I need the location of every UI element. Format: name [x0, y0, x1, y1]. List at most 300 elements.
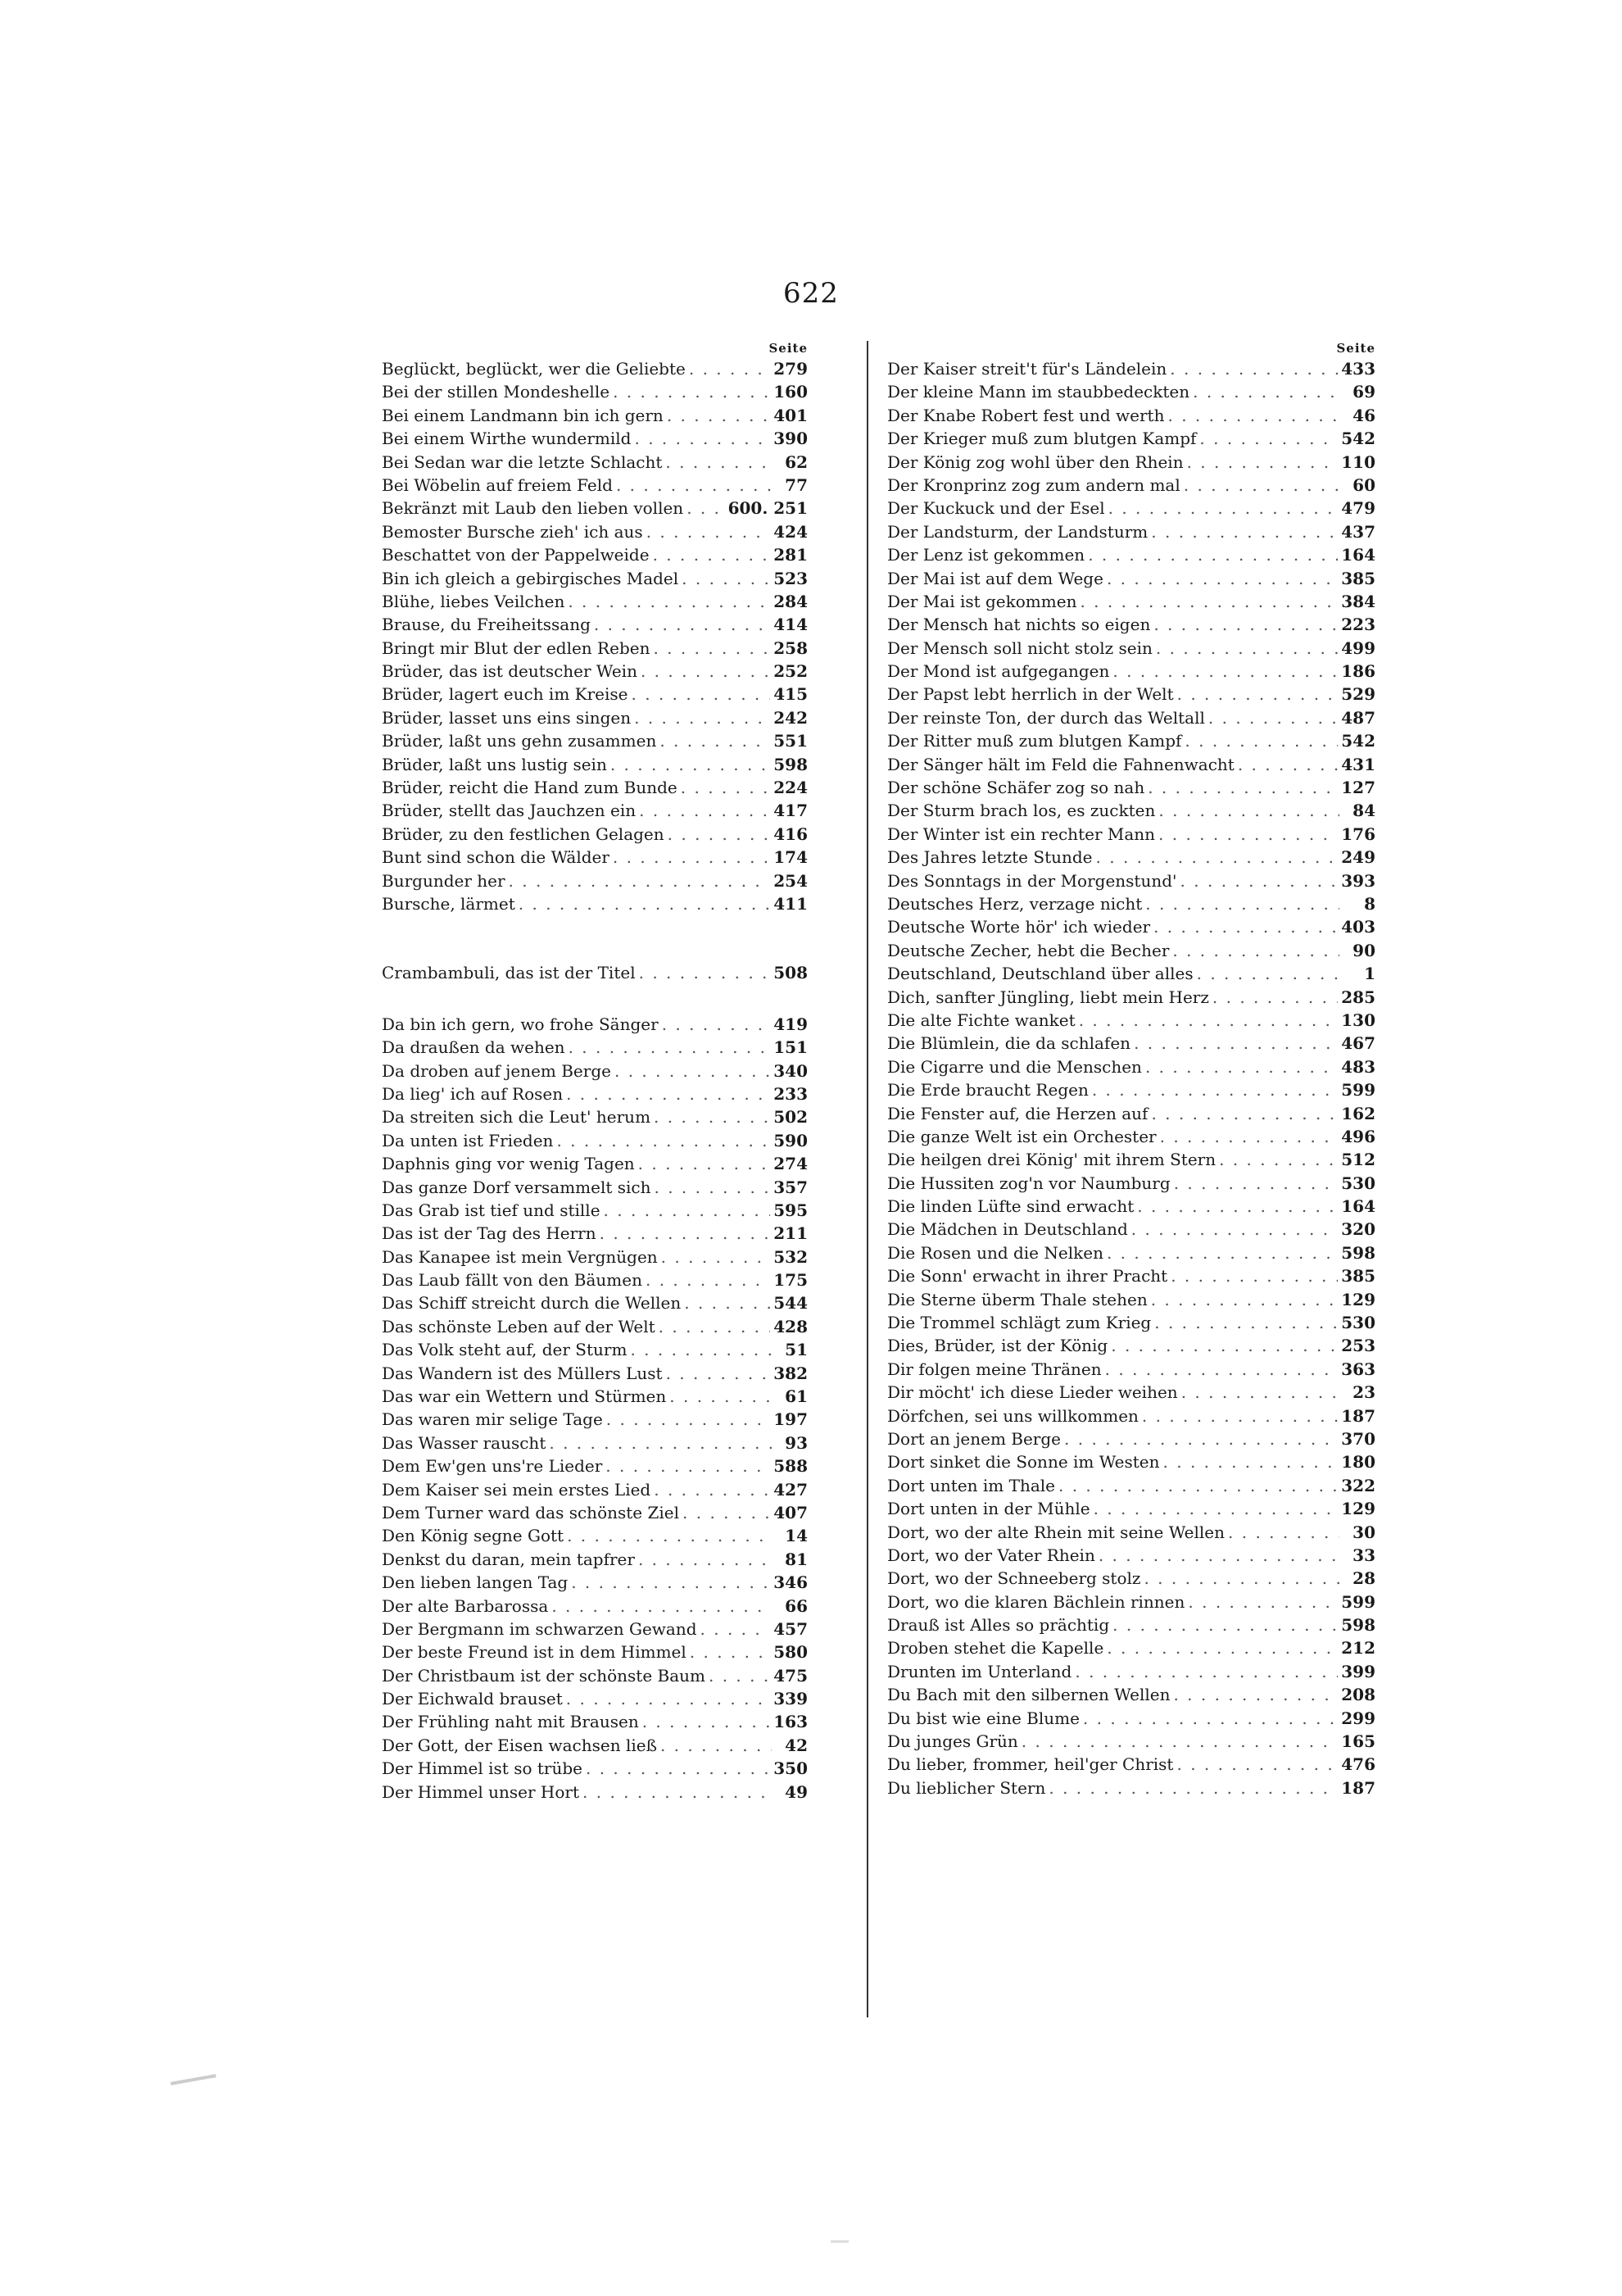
index-entry: [382, 1548, 808, 1571]
index-entry: [382, 660, 808, 683]
entry-page-number: 129: [1341, 1499, 1375, 1519]
index-entry: [887, 1636, 1375, 1659]
entry-title: Das ganze Dorf versammelt sich: [382, 1177, 651, 1197]
leader-dots: [1145, 892, 1339, 915]
entry-title: Drauß ist Alles so prächtig: [887, 1615, 1110, 1636]
entry-title: Brüder, laßt uns lustig sein: [382, 754, 607, 774]
paper-smudge: [831, 2240, 849, 2243]
entry-title: Bursche, lärmet: [382, 893, 515, 914]
entry-page-number: 382: [773, 1363, 808, 1383]
leader-dots: [1167, 404, 1339, 427]
leader-dots: [613, 846, 770, 869]
leader-dots: [1158, 823, 1338, 846]
leader-dots: [586, 1757, 770, 1780]
entry-title: Bin ich gleich a gebirgisches Madel: [382, 568, 679, 588]
entry-title: Brüder, lasset uns eins singen: [382, 707, 632, 728]
leader-dots: [638, 1152, 771, 1175]
index-entry: [887, 939, 1375, 962]
entry-title: Die Sonn' erwacht in ihrer Pracht: [887, 1266, 1168, 1286]
leader-dots: [654, 1478, 770, 1501]
entry-page-number: 407: [773, 1502, 808, 1522]
entry-page-number: 90: [1352, 940, 1375, 960]
entry-title: Der Mensch hat nichts so eigen: [887, 615, 1151, 635]
leader-dots: [641, 660, 770, 683]
entry-list-right: [887, 357, 1375, 1799]
entry-title: Du Bach mit den silbernen Wellen: [887, 1685, 1171, 1705]
entry-page-number: 253: [1341, 1336, 1375, 1356]
entry-page-number: 186: [1341, 661, 1375, 682]
index-entry: [887, 357, 1375, 380]
index-entry: [887, 915, 1375, 938]
entry-title: Das ist der Tag des Herrn: [382, 1223, 596, 1244]
entry-page-number: 530: [1341, 1173, 1375, 1193]
entry-page-number: 595: [773, 1200, 808, 1220]
entry-title: Der Sturm brach los, es zuckten: [887, 801, 1156, 821]
index-entry: [382, 892, 808, 915]
index-entry: [382, 474, 808, 497]
index-entry: [382, 869, 808, 892]
entry-page-number: 428: [773, 1316, 808, 1336]
entry-title: Das Wasser rauscht: [382, 1432, 546, 1453]
entry-title: Der Sänger hält im Feld die Fahnenwacht: [887, 754, 1235, 774]
index-entry: [382, 706, 808, 729]
leader-dots: [700, 1618, 771, 1640]
entry-page-number: 542: [1341, 429, 1375, 449]
leader-dots: [1145, 1055, 1338, 1078]
leader-dots: [1134, 1032, 1338, 1055]
entry-title: Das Wandern ist des Müllers Lust: [382, 1363, 663, 1383]
index-entry: [887, 543, 1375, 566]
index-entry: [887, 1776, 1375, 1799]
entry-title: Deutsche Zecher, hebt die Becher: [887, 940, 1170, 960]
index-entry: [382, 1315, 808, 1338]
entry-page-number: 62: [785, 451, 808, 472]
entry-page-number: 233: [773, 1083, 808, 1104]
leader-dots: [1111, 1334, 1338, 1357]
leader-dots: [1107, 567, 1338, 590]
index-entry: [887, 474, 1375, 497]
entry-title: Brüder, zu den festlichen Gelagen: [382, 824, 664, 844]
entry-title: Dort sinket die Sonne im Westen: [887, 1452, 1160, 1472]
entry-title: Crambambuli, das ist der Titel: [382, 963, 636, 983]
leader-dots: [1064, 1427, 1338, 1450]
entry-title: Brüder, das ist deutscher Wein: [382, 661, 637, 682]
leader-dots: [684, 1291, 770, 1314]
index-entry: [887, 869, 1375, 892]
index-entry: [887, 892, 1375, 915]
index-entry: [382, 567, 808, 590]
leader-dots: [1105, 1358, 1339, 1381]
entry-page-number: 414: [773, 615, 808, 635]
entry-page-number: 281: [773, 545, 808, 565]
entry-page-number: 415: [773, 684, 808, 705]
leader-dots: [660, 1734, 772, 1757]
index-entry: [887, 660, 1375, 683]
entry-page-number: 23: [1352, 1382, 1375, 1403]
entry-title: Der Eichwald brauset: [382, 1689, 563, 1709]
index-entry: [382, 1432, 808, 1454]
entry-page-number: 28: [1352, 1568, 1375, 1589]
leader-dots: [1094, 1497, 1339, 1520]
entry-title: Der Kronprinz zog zum andern mal: [887, 474, 1180, 495]
entry-page-number: 81: [785, 1549, 808, 1569]
index-entry: [887, 1078, 1375, 1101]
entry-page-number: 208: [1341, 1685, 1375, 1705]
entry-page-number: 502: [773, 1107, 808, 1128]
entry-title: Die ganze Welt ist ein Orchester: [887, 1126, 1157, 1146]
index-entry: [887, 962, 1375, 985]
entry-page-number: 46: [1352, 405, 1375, 425]
entry-page-number: 163: [773, 1712, 808, 1732]
entry-title: Der Landsturm, der Landsturm: [887, 521, 1149, 542]
entry-page-number: 110: [1341, 451, 1375, 472]
index-entry: [382, 1268, 808, 1291]
entry-page-number: 532: [773, 1246, 808, 1267]
leader-dots: [566, 1687, 770, 1710]
index-entry: [887, 823, 1375, 846]
index-entry: [382, 380, 808, 403]
entry-title: Bei Sedan war die letzte Schlacht: [382, 451, 663, 472]
entry-page-number: 197: [773, 1409, 808, 1430]
leader-dots: [1088, 543, 1338, 566]
index-entry: [382, 753, 808, 776]
leader-dots: [1212, 986, 1338, 1009]
leader-dots: [646, 1268, 770, 1291]
entry-title: Das Kanapee ist mein Vergnügen: [382, 1246, 658, 1267]
leader-dots: [1151, 1288, 1339, 1311]
entry-page-number: 187: [1341, 1405, 1375, 1426]
entry-page-number: 33: [1352, 1545, 1375, 1565]
entry-page-number: 384: [1341, 591, 1375, 611]
leader-dots: [668, 823, 771, 846]
entry-title: Der König zog wohl über den Rhein: [887, 451, 1184, 472]
index-entry: [382, 1036, 808, 1059]
leader-dots: [1080, 590, 1338, 613]
entry-title: Die heilgen drei König' mit ihrem Stern: [887, 1150, 1216, 1170]
leader-dots: [1107, 1241, 1338, 1264]
leader-dots: [605, 1454, 770, 1477]
entry-title: Der Winter ist ein rechter Mann: [887, 824, 1156, 844]
leader-dots: [689, 357, 770, 380]
entry-page-number: 350: [773, 1758, 808, 1779]
entry-title: Dort, wo der alte Rhein mit seine Wellen: [887, 1522, 1226, 1542]
entry-page-number: 475: [773, 1665, 808, 1686]
leader-dots: [1022, 1730, 1338, 1753]
index-entry: [887, 380, 1375, 403]
index-entry: [382, 520, 808, 543]
index-entry: [887, 1334, 1375, 1357]
entry-page-number: 84: [1352, 801, 1375, 821]
entry-page-number: 77: [785, 474, 808, 495]
index-entry: [382, 1710, 808, 1733]
entry-title: Der Mai ist gekommen: [887, 591, 1077, 611]
entry-title: Das Laub fällt von den Bäumen: [382, 1270, 642, 1291]
entry-page-number: 340: [773, 1060, 808, 1081]
entry-title: Denkst du daran, mein tapfrer: [382, 1549, 635, 1569]
entry-title: Das Volk steht auf, der Sturm: [382, 1340, 628, 1360]
index-entry: [382, 637, 808, 660]
leader-dots: [610, 753, 770, 776]
entry-page-number: 529: [1341, 684, 1375, 705]
entry-title: Dem Ew'gen uns're Lieder: [382, 1456, 603, 1477]
entry-page-number: 279: [773, 359, 808, 379]
paper-smudge: [170, 2074, 216, 2085]
index-entry: [382, 846, 808, 869]
entry-title: Der Mond ist aufgegangen: [887, 661, 1110, 682]
index-entry: [887, 1567, 1375, 1590]
entry-page-number: 542: [1341, 731, 1375, 751]
index-entry: [382, 404, 808, 427]
leader-dots: [630, 1338, 772, 1361]
entry-page-number: 427: [773, 1479, 808, 1500]
entry-title: Die linden Lüfte sind erwacht: [887, 1196, 1135, 1217]
leader-dots: [1058, 1474, 1338, 1497]
entry-page-number: 223: [1341, 615, 1375, 635]
index-entry: [887, 1730, 1375, 1753]
entry-title: Das Grab ist tief und stille: [382, 1200, 600, 1220]
index-entry: [382, 1595, 808, 1618]
entry-title: Die Cigarre und die Menschen: [887, 1056, 1142, 1077]
entry-title: Der Knabe Robert fest und werth: [887, 405, 1165, 425]
leader-dots: [1158, 799, 1339, 822]
leader-dots: [1153, 915, 1338, 938]
entry-title: Dort unten in der Mühle: [887, 1499, 1090, 1519]
index-entry: [887, 1148, 1375, 1171]
entry-title: Der Himmel unser Hort: [382, 1781, 580, 1802]
leader-dots: [616, 474, 772, 497]
entry-page-number: 599: [1341, 1080, 1375, 1100]
entry-page-number: 598: [1341, 1242, 1375, 1263]
entry-title: Der Krieger muß zum blutgen Kampf: [887, 429, 1197, 449]
index-entry: [382, 1618, 808, 1640]
entry-title: Das war ein Wettern und Stürmen: [382, 1386, 667, 1407]
index-entry: [382, 1524, 808, 1547]
leader-dots: [686, 497, 724, 520]
leader-dots: [669, 1385, 772, 1408]
index-entry: [382, 1060, 808, 1082]
leader-dots: [1238, 753, 1338, 776]
entry-title: Die Fenster auf, die Herzen auf: [887, 1103, 1149, 1123]
index-entry: [887, 683, 1375, 706]
leader-dots: [682, 1501, 770, 1524]
leader-dots: [666, 1362, 771, 1385]
entry-title: Der Mai ist auf dem Wege: [887, 568, 1103, 588]
entry-page-number: 580: [773, 1642, 808, 1663]
entry-page-number: 187: [1341, 1777, 1375, 1798]
entry-title: Bei einem Landmann bin ich gern: [382, 405, 664, 425]
leader-dots: [509, 869, 771, 892]
index-entry: [382, 1362, 808, 1385]
entry-title: Du bist wie eine Blume: [887, 1708, 1080, 1728]
leader-dots: [594, 613, 770, 636]
entry-page-number: 467: [1341, 1033, 1375, 1054]
index-entry: [887, 1264, 1375, 1287]
entry-title: Bei Wöbelin auf freiem Feld: [382, 474, 613, 495]
index-entry: [382, 1152, 808, 1175]
entry-page-number: 424: [773, 521, 808, 542]
index-entry: [382, 613, 808, 636]
entry-title: Dörfchen, sei uns willkommen: [887, 1405, 1139, 1426]
leader-dots: [1092, 1078, 1338, 1101]
index-entry: [887, 637, 1375, 660]
entry-title: Dir folgen meine Thränen: [887, 1359, 1102, 1379]
index-entry: [382, 1385, 808, 1408]
leader-dots: [1160, 1125, 1339, 1148]
index-entry: [887, 1660, 1375, 1683]
index-entry: [887, 706, 1375, 729]
index-entry: [887, 520, 1375, 543]
index-entry: [382, 357, 808, 380]
entry-page-number: 401: [773, 405, 808, 425]
entry-page-number: 433: [1341, 359, 1375, 379]
entry-title: Der Frühling naht mit Brausen: [382, 1712, 639, 1732]
entry-page-number: 164: [1341, 545, 1375, 565]
entry-page-number: 339: [773, 1689, 808, 1709]
leader-dots: [1174, 1172, 1339, 1195]
leader-dots: [604, 1199, 771, 1222]
leader-dots: [659, 1315, 771, 1338]
entry-title: Die Hussiten zog'n vor Naumburg: [887, 1173, 1171, 1193]
leader-dots: [1184, 474, 1339, 497]
entry-page-number: 211: [773, 1223, 808, 1244]
entry-title: Da unten ist Frieden: [382, 1130, 554, 1150]
index-entry: [887, 1288, 1375, 1311]
index-entry: [887, 1450, 1375, 1473]
index-entry: [887, 1544, 1375, 1567]
entry-page-number: 127: [1341, 778, 1375, 798]
entry-title: Brüder, stellt das Jauchzen ein: [382, 801, 637, 821]
index-entry: [382, 823, 808, 846]
entry-title: Brüder, laßt uns gehn zusammen: [382, 731, 657, 751]
index-column-right: [887, 339, 1375, 1799]
entry-title: Die Rosen und die Nelken: [887, 1242, 1103, 1263]
entry-title: Dies, Brüder, ist der König: [887, 1336, 1108, 1356]
entry-title: Deutschland, Deutschland über alles: [887, 964, 1194, 984]
leader-dots: [571, 1571, 770, 1594]
entry-title: Bekränzt mit Laub den lieben vollen: [382, 498, 684, 519]
column-header-seite: Seite: [768, 341, 808, 356]
leader-dots: [655, 1176, 771, 1199]
index-entry: [382, 451, 808, 474]
entry-page-number: 51: [785, 1340, 808, 1360]
index-entry: [887, 1358, 1375, 1381]
entry-page-number: 242: [773, 707, 808, 728]
leader-dots: [1099, 1544, 1339, 1567]
entry-title: Der beste Freund ist in dem Himmel: [382, 1642, 686, 1663]
entry-page-number: 487: [1341, 707, 1375, 728]
leader-dots: [1131, 1218, 1338, 1241]
entry-page-number: 599: [1341, 1591, 1375, 1612]
entry-title: Brüder, lagert euch im Kreise: [382, 684, 628, 705]
index-entry: [382, 1291, 808, 1314]
index-entry: [382, 1501, 808, 1524]
index-entry: [382, 1082, 808, 1105]
leader-dots: [653, 543, 771, 566]
leader-dots: [1112, 660, 1338, 683]
leader-dots: [1112, 1613, 1338, 1636]
index-entry: [887, 1172, 1375, 1195]
leader-dots: [667, 404, 770, 427]
entry-page-number: 600. 251: [727, 498, 808, 519]
entry-title: Des Jahres letzte Stunde: [887, 847, 1093, 868]
entry-title: Des Sonntags in der Morgenstund': [887, 870, 1177, 891]
entry-title: Da streiten sich die Leut' herum: [382, 1107, 651, 1128]
leader-dots: [631, 683, 770, 706]
index-entry: [382, 1640, 808, 1663]
entry-page-number: 419: [773, 1014, 808, 1034]
entry-title: Das Schiff streicht durch die Wellen: [382, 1293, 682, 1314]
leader-dots: [1144, 1567, 1339, 1590]
entry-page-number: 151: [773, 1037, 808, 1058]
entry-page-number: 363: [1341, 1359, 1375, 1379]
leader-dots: [638, 1548, 772, 1571]
index-entry: [887, 1707, 1375, 1730]
entry-title: Du lieber, frommer, heil'ger Christ: [887, 1754, 1174, 1775]
entry-title: Der Himmel ist so trübe: [382, 1758, 582, 1779]
leader-dots: [1171, 1264, 1338, 1287]
entry-page-number: 598: [773, 754, 808, 774]
leader-dots: [634, 427, 770, 450]
entry-page-number: 530: [1341, 1313, 1375, 1333]
leader-dots: [634, 706, 770, 729]
leader-dots: [665, 451, 772, 474]
index-entry: [887, 1241, 1375, 1264]
leader-dots: [654, 1105, 770, 1128]
entry-title: Beschattet von der Pappelweide: [382, 545, 650, 565]
entry-page-number: 357: [773, 1177, 808, 1197]
index-entry: [382, 1664, 808, 1687]
leader-dots: [1142, 1404, 1338, 1427]
entry-page-number: 385: [1341, 1266, 1375, 1286]
entry-page-number: 42: [785, 1735, 808, 1755]
leader-dots: [1173, 1683, 1338, 1706]
entry-title: Deutsches Herz, verzage nicht: [887, 893, 1143, 914]
entry-page-number: 224: [773, 778, 808, 798]
entry-title: Bemoster Bursche zieh' ich aus: [382, 521, 643, 542]
index-entry: [887, 1521, 1375, 1544]
leader-dots: [1197, 962, 1339, 985]
entry-page-number: 160: [773, 382, 808, 402]
leader-dots: [1096, 846, 1339, 869]
entry-page-number: 508: [773, 963, 808, 983]
index-entry: [887, 1009, 1375, 1032]
entry-title: Drunten im Unterland: [887, 1661, 1072, 1681]
entry-page-number: 284: [773, 591, 808, 611]
index-entry: [887, 497, 1375, 520]
leader-dots: [1208, 706, 1338, 729]
entry-title: Droben stehet die Kapelle: [887, 1638, 1104, 1658]
entry-title: Der Papst lebt herrlich in der Welt: [887, 684, 1174, 705]
entry-title: Die Blümlein, die da schlafen: [887, 1033, 1131, 1054]
entry-title: Burgunder her: [382, 870, 505, 891]
index-entry: [887, 1102, 1375, 1125]
entry-title: Da bin ich gern, wo frohe Sänger: [382, 1014, 659, 1034]
entry-title: Der alte Barbarossa: [382, 1595, 549, 1616]
index-entry: [887, 1613, 1375, 1636]
leader-dots: [606, 1408, 770, 1431]
index-entry: [382, 1338, 808, 1361]
index-entry: [887, 753, 1375, 776]
entry-page-number: 8: [1364, 893, 1375, 914]
entry-title: Bringt mir Blut der edlen Reben: [382, 638, 650, 658]
entry-page-number: 590: [773, 1130, 808, 1150]
entry-page-number: 165: [1341, 1731, 1375, 1752]
leader-dots: [549, 1432, 772, 1454]
index-entry: [887, 567, 1375, 590]
index-entry: [382, 1129, 808, 1152]
entry-page-number: 254: [773, 870, 808, 891]
entry-page-number: 49: [785, 1781, 808, 1802]
